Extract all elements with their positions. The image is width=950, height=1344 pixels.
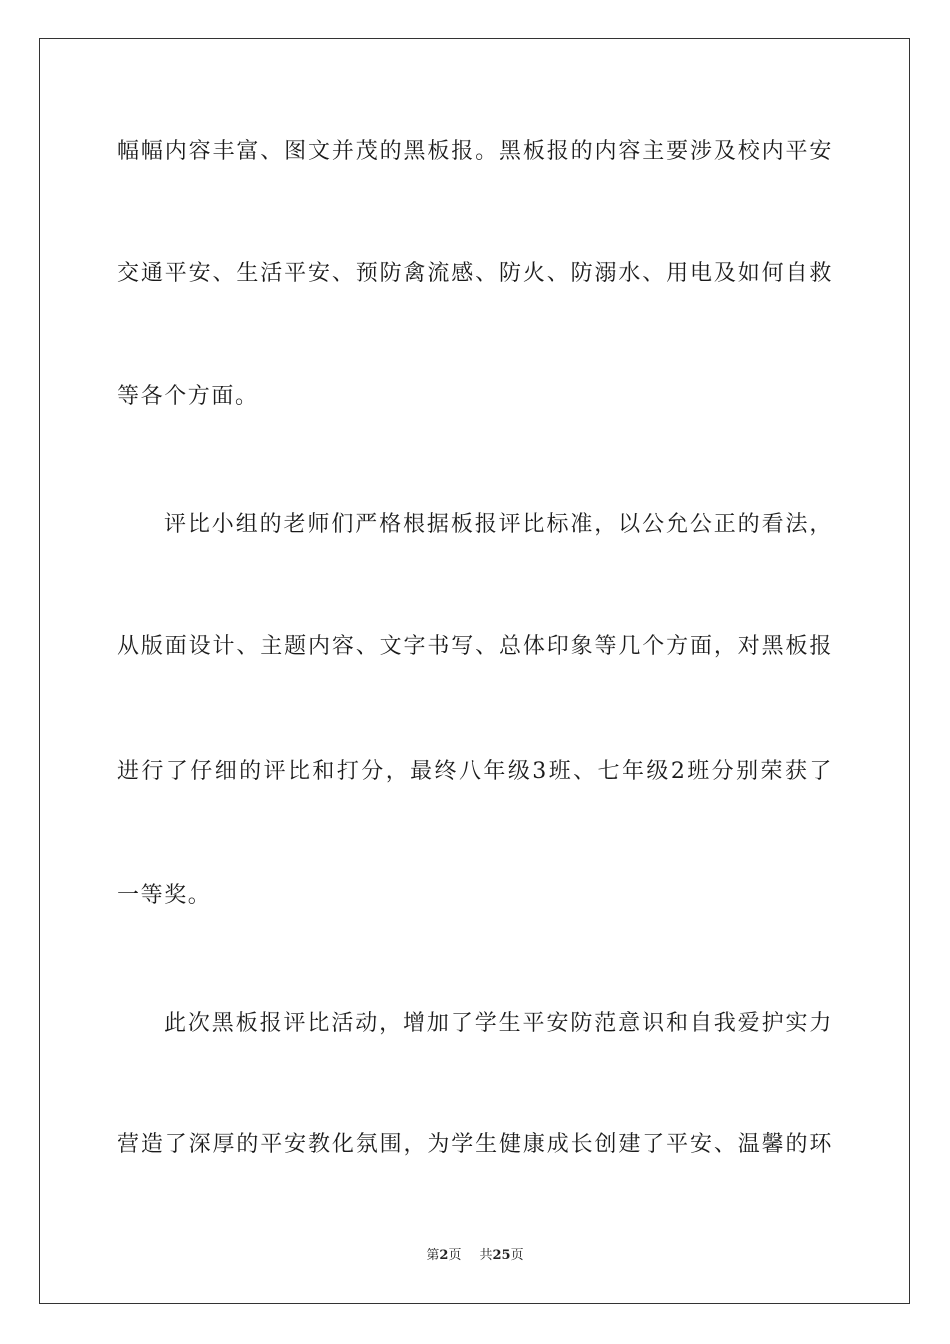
- page-border: [39, 38, 910, 1304]
- text-line-9: 营造了深厚的平安教化氛围，为学生健康成长创建了平安、温馨的环: [117, 1132, 833, 1157]
- total-pages: 25: [492, 1248, 511, 1263]
- text-line-6: 进行了仔细的评比和打分，最终八年级3班、七年级2班分别荣获了: [117, 759, 833, 784]
- text-line-7: 一等奖。: [117, 883, 212, 908]
- text-line-4: 评比小组的老师们严格根据板报评比标准，以公允公正的看法，: [164, 512, 833, 537]
- text-line-3: 等各个方面。: [117, 384, 259, 409]
- total-suffix: 页: [510, 1248, 524, 1263]
- page-suffix: 页: [448, 1248, 462, 1263]
- page-number: 2: [439, 1248, 449, 1263]
- page-prefix: 第: [426, 1248, 440, 1263]
- page-footer: [0, 1246, 950, 1266]
- text-line-2: 交通平安、生活平安、预防禽流感、防火、防溺水、用电及如何自救: [117, 261, 833, 286]
- total-prefix: 共: [479, 1248, 493, 1263]
- text-line-8: 此次黑板报评比活动，增加了学生平安防范意识和自我爱护实力: [164, 1011, 833, 1036]
- text-line-1: 幅幅内容丰富、图文并茂的黑板报。黑板报的内容主要涉及校内平安: [117, 139, 833, 164]
- text-line-5: 从版面设计、主题内容、文字书写、总体印象等几个方面，对黑板报: [117, 634, 833, 659]
